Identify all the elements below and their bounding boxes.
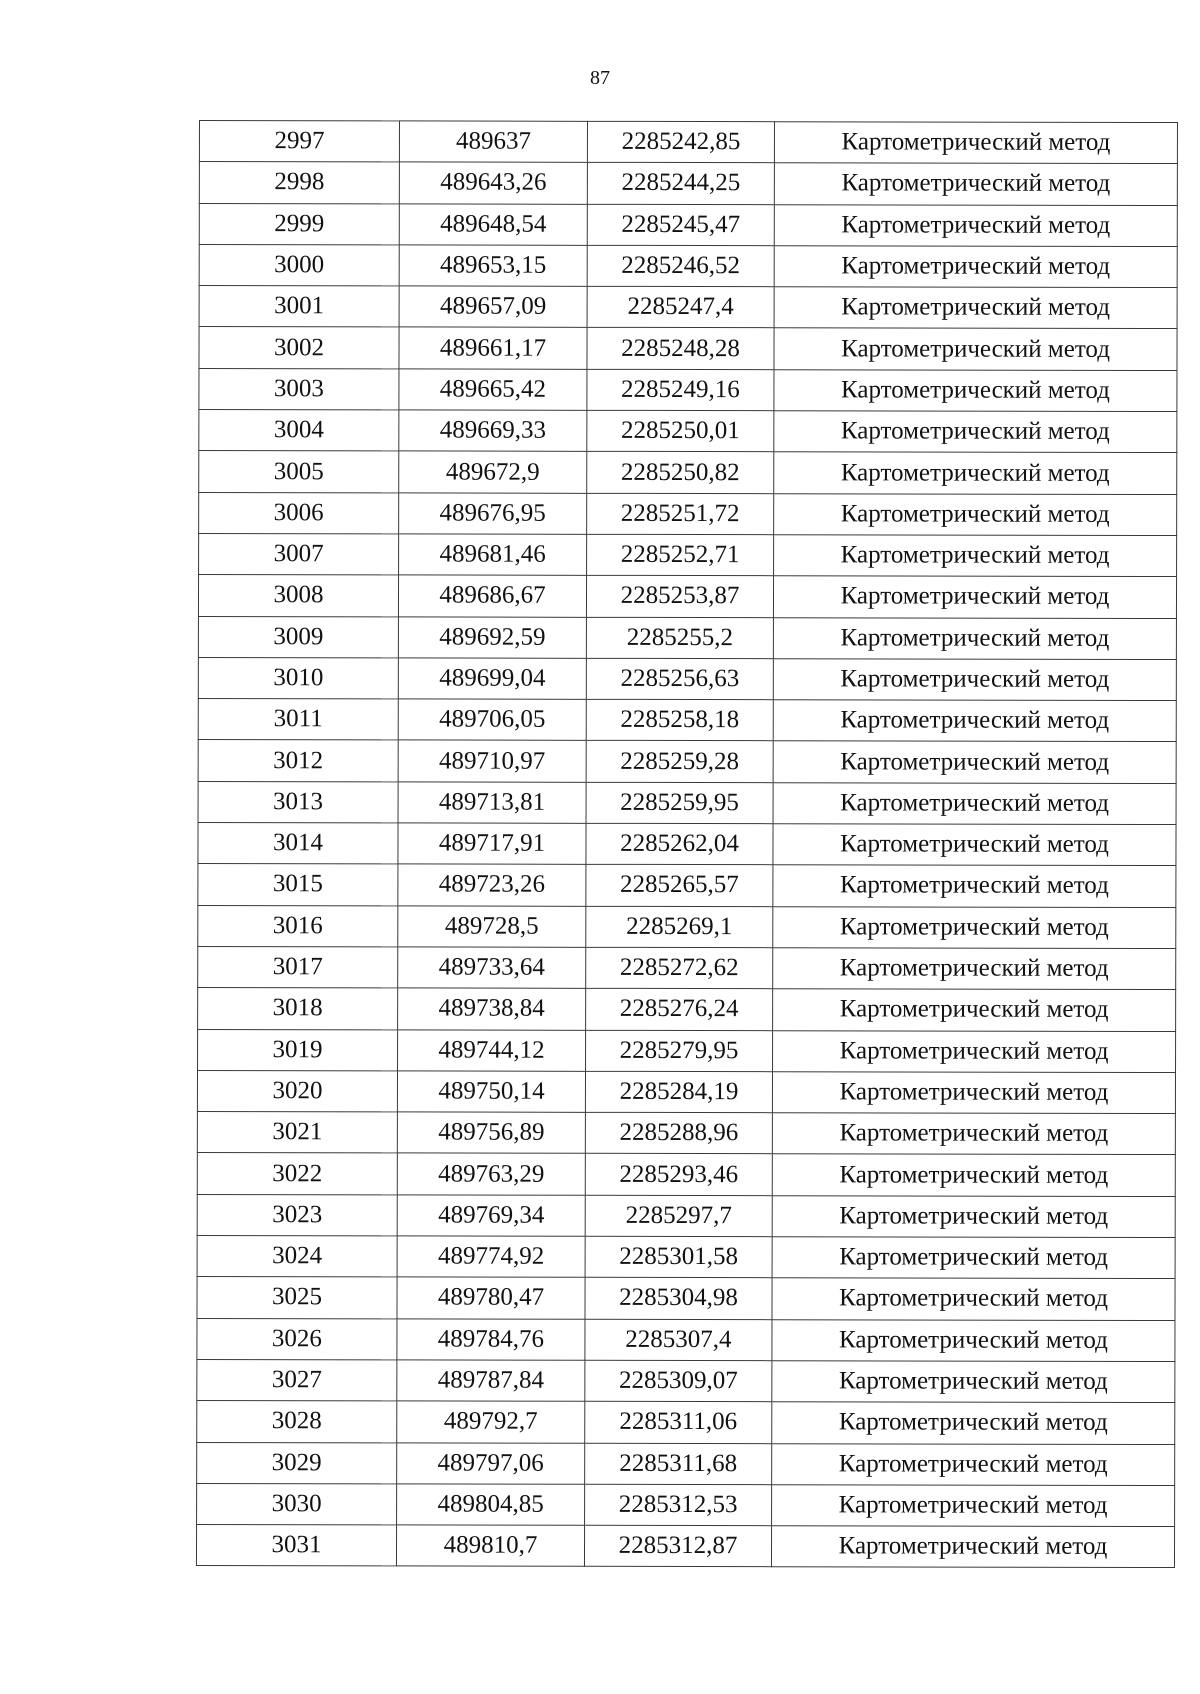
method-cell: Картометрический метод (774, 204, 1177, 246)
point-number-cell: 3006 (199, 492, 399, 534)
point-number-cell: 3012 (198, 740, 398, 782)
method-cell: Картометрический метод (772, 1484, 1175, 1526)
y-coordinate-cell: 2285311,06 (585, 1402, 772, 1444)
y-coordinate-cell: 2285246,52 (587, 245, 774, 287)
table-row (198, 905, 1176, 948)
x-coordinate-cell: 489657,09 (399, 286, 587, 328)
x-coordinate-cell: 489810,7 (396, 1525, 584, 1567)
point-number-cell: 3028 (197, 1401, 397, 1443)
method-cell: Картометрический метод (772, 1072, 1175, 1114)
y-coordinate-cell: 2285244,25 (587, 163, 774, 205)
table-row (199, 451, 1177, 494)
y-coordinate-cell: 2285312,53 (585, 1484, 772, 1526)
method-cell: Картометрический метод (774, 163, 1177, 205)
point-number-cell: 3007 (199, 533, 399, 575)
table-row (198, 1029, 1176, 1072)
x-coordinate-cell: 489769,34 (397, 1195, 585, 1237)
table-row (199, 244, 1177, 287)
y-coordinate-cell: 2285301,58 (585, 1236, 772, 1278)
y-coordinate-cell: 2285265,57 (586, 865, 773, 907)
table-row (197, 1070, 1175, 1113)
x-coordinate-cell: 489763,29 (397, 1153, 585, 1195)
x-coordinate-cell: 489804,85 (397, 1484, 585, 1526)
point-number-cell: 3001 (199, 286, 399, 328)
point-number-cell: 3020 (197, 1070, 397, 1112)
y-coordinate-cell: 2285255,2 (586, 617, 773, 659)
x-coordinate-cell: 489665,42 (399, 369, 587, 411)
point-number-cell: 3010 (198, 657, 398, 699)
x-coordinate-cell: 489686,67 (398, 575, 586, 617)
x-coordinate-cell: 489706,05 (398, 699, 586, 741)
table-row (198, 988, 1176, 1031)
table-row (198, 946, 1176, 989)
x-coordinate-cell: 489744,12 (398, 1029, 586, 1071)
point-number-cell: 3023 (197, 1194, 397, 1236)
point-number-cell: 3026 (197, 1318, 397, 1360)
y-coordinate-cell: 2285259,95 (586, 782, 773, 824)
x-coordinate-cell: 489728,5 (398, 906, 586, 948)
point-number-cell: 3031 (196, 1525, 396, 1567)
x-coordinate-cell: 489643,26 (399, 162, 587, 204)
x-coordinate-cell: 489797,06 (397, 1442, 585, 1484)
method-cell: Картометрический метод (772, 1195, 1175, 1237)
method-cell: Картометрический метод (773, 865, 1176, 907)
table-row (197, 1401, 1175, 1444)
x-coordinate-cell: 489692,59 (398, 616, 586, 658)
y-coordinate-cell: 2285256,63 (586, 658, 773, 700)
table-row (198, 657, 1176, 700)
x-coordinate-cell: 489738,84 (398, 988, 586, 1030)
point-number-cell: 2997 (199, 121, 399, 163)
point-number-cell: 3009 (198, 616, 398, 658)
method-cell: Картометрический метод (774, 493, 1177, 535)
point-number-cell: 3015 (198, 864, 398, 906)
table-row (198, 823, 1176, 866)
y-coordinate-cell: 2285258,18 (586, 699, 773, 741)
table-row (199, 327, 1177, 370)
point-number-cell: 3022 (197, 1153, 397, 1195)
y-coordinate-cell: 2285288,96 (585, 1112, 772, 1154)
table-row (196, 1525, 1174, 1568)
point-number-cell: 3021 (197, 1112, 397, 1154)
point-number-cell: 3013 (198, 781, 398, 823)
table-row (199, 203, 1177, 246)
y-coordinate-cell: 2285269,1 (586, 906, 773, 948)
method-cell: Картометрический метод (774, 246, 1177, 288)
table-row (197, 1112, 1175, 1155)
x-coordinate-cell: 489750,14 (397, 1071, 585, 1113)
y-coordinate-cell: 2285251,72 (587, 493, 774, 535)
table-row (199, 492, 1177, 535)
y-coordinate-cell: 2285248,28 (587, 328, 774, 370)
page-number: 87 (590, 67, 610, 89)
point-number-cell: 3008 (198, 575, 398, 617)
y-coordinate-cell: 2285272,62 (586, 947, 773, 989)
point-number-cell: 2999 (199, 203, 399, 245)
method-cell: Картометрический метод (774, 535, 1177, 577)
method-cell: Картометрический метод (773, 700, 1176, 742)
table-row (198, 699, 1176, 742)
table-row (198, 740, 1176, 783)
coordinates-table-body (196, 121, 1177, 1568)
point-number-cell: 3029 (197, 1442, 397, 1484)
point-number-cell: 3011 (198, 699, 398, 741)
y-coordinate-cell: 2285247,4 (587, 287, 774, 329)
x-coordinate-cell: 489717,91 (398, 823, 586, 865)
point-number-cell: 3004 (199, 410, 399, 452)
x-coordinate-cell: 489661,17 (399, 327, 587, 369)
table-row (197, 1442, 1175, 1485)
table-row (197, 1359, 1175, 1402)
y-coordinate-cell: 2285262,04 (586, 823, 773, 865)
x-coordinate-cell: 489784,76 (397, 1319, 585, 1361)
method-cell: Картометрический метод (772, 1361, 1175, 1403)
x-coordinate-cell: 489713,81 (398, 782, 586, 824)
table-row (198, 616, 1176, 659)
coordinates-table (196, 120, 1178, 1568)
method-cell: Картометрический метод (773, 989, 1176, 1031)
method-cell: Картометрический метод (773, 741, 1176, 783)
point-number-cell: 3025 (197, 1277, 397, 1319)
y-coordinate-cell: 2285245,47 (587, 204, 774, 246)
x-coordinate-cell: 489787,84 (397, 1360, 585, 1402)
point-number-cell: 3018 (198, 988, 398, 1030)
method-cell: Картометрический метод (773, 1030, 1176, 1072)
x-coordinate-cell: 489710,97 (398, 740, 586, 782)
x-coordinate-cell: 489723,26 (398, 864, 586, 906)
x-coordinate-cell: 489669,33 (399, 410, 587, 452)
method-cell: Картометрический метод (773, 948, 1176, 990)
x-coordinate-cell: 489699,04 (398, 658, 586, 700)
y-coordinate-cell: 2285242,85 (587, 121, 774, 163)
method-cell: Картометрический метод (774, 328, 1177, 370)
table-row (197, 1483, 1175, 1526)
table-row (199, 286, 1177, 329)
method-cell: Картометрический метод (773, 782, 1176, 824)
y-coordinate-cell: 2285307,4 (585, 1319, 772, 1361)
table-row (199, 121, 1177, 164)
y-coordinate-cell: 2285304,98 (585, 1278, 772, 1320)
point-number-cell: 3027 (197, 1359, 397, 1401)
y-coordinate-cell: 2285297,7 (585, 1195, 772, 1237)
y-coordinate-cell: 2285252,71 (587, 534, 774, 576)
method-cell: Картометрический метод (773, 617, 1176, 659)
point-number-cell: 3005 (199, 451, 399, 493)
method-cell: Картометрический метод (772, 1402, 1175, 1444)
method-cell: Картометрический метод (772, 1319, 1175, 1361)
method-cell: Картометрический метод (774, 122, 1177, 164)
y-coordinate-cell: 2285259,28 (586, 741, 773, 783)
table-row (199, 162, 1177, 205)
table-row (197, 1153, 1175, 1196)
method-cell: Картометрический метод (774, 452, 1177, 494)
method-cell: Картометрический метод (772, 1113, 1175, 1155)
table-row (197, 1318, 1175, 1361)
x-coordinate-cell: 489648,54 (399, 204, 587, 246)
method-cell: Картометрический метод (774, 287, 1177, 329)
table-row (197, 1236, 1175, 1279)
y-coordinate-cell: 2285276,24 (586, 989, 773, 1031)
x-coordinate-cell: 489756,89 (397, 1112, 585, 1154)
point-number-cell: 3000 (199, 244, 399, 286)
method-cell: Картометрический метод (772, 1278, 1175, 1320)
x-coordinate-cell: 489681,46 (399, 534, 587, 576)
y-coordinate-cell: 2285312,87 (584, 1525, 771, 1567)
point-number-cell: 3002 (199, 327, 399, 369)
table-row (198, 781, 1176, 824)
point-number-cell: 2998 (199, 162, 399, 204)
y-coordinate-cell: 2285279,95 (586, 1030, 773, 1072)
x-coordinate-cell: 489774,92 (397, 1236, 585, 1278)
point-number-cell: 3003 (199, 368, 399, 410)
method-cell: Картометрический метод (773, 906, 1176, 948)
method-cell: Картометрический метод (773, 824, 1176, 866)
y-coordinate-cell: 2285284,19 (585, 1071, 772, 1113)
y-coordinate-cell: 2285249,16 (587, 369, 774, 411)
y-coordinate-cell: 2285253,87 (586, 576, 773, 618)
table-row (198, 575, 1176, 618)
y-coordinate-cell: 2285309,07 (585, 1360, 772, 1402)
table-row (197, 1194, 1175, 1237)
x-coordinate-cell: 489676,95 (399, 493, 587, 535)
method-cell: Картометрический метод (771, 1526, 1174, 1568)
x-coordinate-cell: 489733,64 (398, 947, 586, 989)
point-number-cell: 3030 (197, 1483, 397, 1525)
method-cell: Картометрический метод (773, 576, 1176, 618)
y-coordinate-cell: 2285311,68 (585, 1443, 772, 1485)
y-coordinate-cell: 2285250,82 (587, 452, 774, 494)
table-row (199, 410, 1177, 453)
x-coordinate-cell: 489637 (399, 121, 587, 163)
x-coordinate-cell: 489780,47 (397, 1277, 585, 1319)
method-cell: Картометрический метод (774, 411, 1177, 453)
x-coordinate-cell: 489653,15 (399, 245, 587, 287)
table-row (199, 533, 1177, 576)
method-cell: Картометрический метод (772, 1237, 1175, 1279)
point-number-cell: 3024 (197, 1236, 397, 1278)
method-cell: Картометрический метод (773, 659, 1176, 701)
y-coordinate-cell: 2285293,46 (585, 1154, 772, 1196)
point-number-cell: 3017 (198, 946, 398, 988)
point-number-cell: 3016 (198, 905, 398, 947)
point-number-cell: 3019 (198, 1029, 398, 1071)
point-number-cell: 3014 (198, 823, 398, 865)
method-cell: Картометрический метод (774, 369, 1177, 411)
table-row (199, 368, 1177, 411)
y-coordinate-cell: 2285250,01 (587, 410, 774, 452)
x-coordinate-cell: 489792,7 (397, 1401, 585, 1443)
method-cell: Картометрический метод (772, 1443, 1175, 1485)
method-cell: Картометрический метод (772, 1154, 1175, 1196)
table-row (198, 864, 1176, 907)
x-coordinate-cell: 489672,9 (399, 451, 587, 493)
table-row (197, 1277, 1175, 1320)
